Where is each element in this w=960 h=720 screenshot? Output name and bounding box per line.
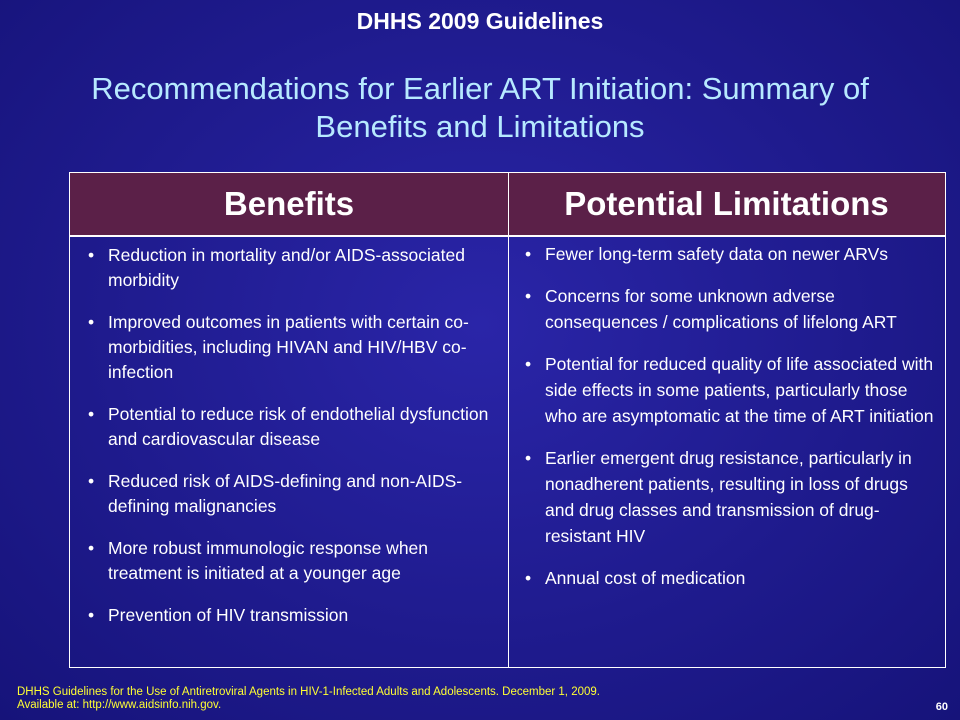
citation-line-1: DHHS Guidelines for the Use of Antiretroviral Agents in HIV-1-Infected Adults and Adolescents. December 1, 2009. — [17, 686, 600, 698]
limitation-item: • Concerns for some unknown adverse consequences / complications of lifelong ART — [525, 283, 935, 335]
limitation-item: • Potential for reduced quality of life associated with side effects in some patients, particularly those who are asymptomatic at the time of ART initiation — [525, 351, 935, 429]
column-header-limitations: Potential Limitations — [564, 185, 889, 222]
benefit-item: • Reduction in mortality and/or AIDS-associated morbidity — [88, 243, 493, 293]
limitation-item: • Fewer long-term safety data on newer ARVs — [525, 241, 935, 267]
slide-title — [0, 70, 960, 146]
column-divider — [508, 173, 509, 667]
benefit-item: • Reduced risk of AIDS-defining and non-AIDS-defining malignancies — [88, 469, 493, 519]
limitations-list — [525, 241, 935, 607]
benefit-item: • Prevention of HIV transmission — [88, 603, 493, 628]
comparison-table — [69, 172, 946, 668]
limitation-item: • Earlier emergent drug resistance, particularly in nonadherent patients, resulting in loss of drugs and drug classes and transmission of drug-resistant HIV — [525, 445, 935, 549]
citation-footer — [17, 686, 600, 712]
title-line-2: Benefits and Limitations — [315, 109, 645, 144]
page-number: 60 — [935, 701, 948, 713]
benefits-list — [88, 243, 493, 645]
benefit-item: • More robust immunologic response when treatment is initiated at a younger age — [88, 536, 493, 586]
limitation-item: • Annual cost of medication — [525, 565, 935, 591]
citation-line-2: Available at: http://www.aidsinfo.nih.gov. — [17, 699, 222, 711]
benefit-item: • Improved outcomes in patients with certain co-morbidities, including HIVAN and HIV/HBV co-infection — [88, 310, 493, 385]
column-header-benefits: Benefits — [223, 185, 355, 222]
slide-header: DHHS 2009 Guidelines — [356, 8, 604, 34]
title-line-1: Recommendations for Earlier ART Initiation: Summary of — [91, 71, 869, 106]
benefit-item: • Potential to reduce risk of endothelial dysfunction and cardiovascular disease — [88, 402, 493, 452]
